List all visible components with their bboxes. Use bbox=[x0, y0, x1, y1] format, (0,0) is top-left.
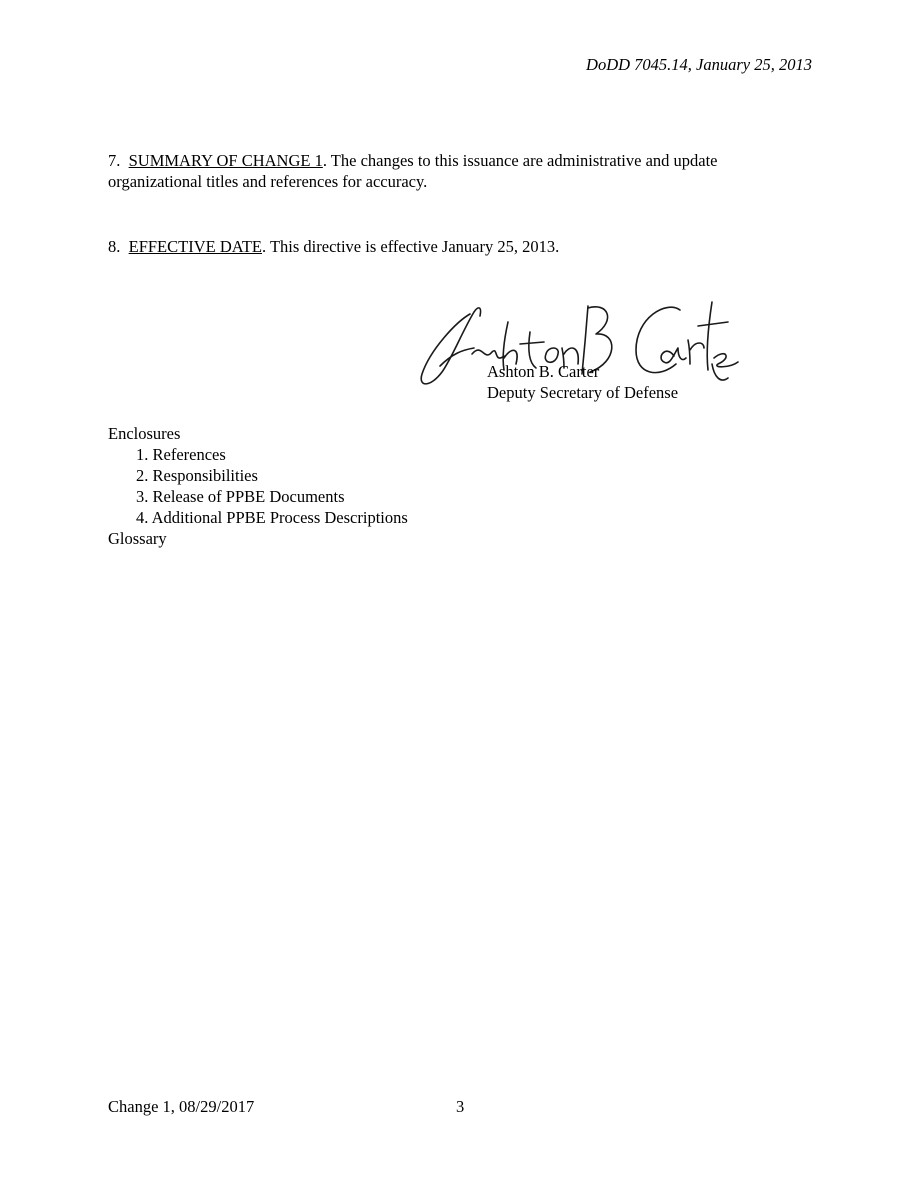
enclosure-item: 3. Release of PPBE Documents bbox=[136, 487, 345, 506]
enclosures-block bbox=[108, 423, 408, 549]
section-7-text: . The changes to this issuance are administrative and update organizational titles and references for accuracy. bbox=[108, 151, 718, 191]
signer-title: Deputy Secretary of Defense bbox=[487, 383, 679, 402]
footer-change: Change 1, 08/29/2017 bbox=[108, 1097, 255, 1116]
section-8-heading: EFFECTIVE DATE bbox=[128, 237, 262, 256]
enclosure-item: 4. Additional PPBE Process Descriptions bbox=[136, 508, 408, 527]
section-8-number: 8. bbox=[108, 237, 121, 256]
section-7-number: 7. bbox=[108, 151, 121, 170]
signature-block bbox=[487, 361, 678, 403]
section-7-heading: SUMMARY OF CHANGE 1 bbox=[128, 151, 323, 170]
running-header: DoDD 7045.14, January 25, 2013 bbox=[586, 55, 812, 74]
enclosure-item: 1. References bbox=[136, 445, 226, 464]
glossary-label: Glossary bbox=[108, 529, 167, 548]
section-7-paragraph bbox=[108, 150, 808, 192]
section-8-text: . This directive is effective January 25, 2013. bbox=[262, 237, 560, 256]
signer-name: Ashton B. Carter bbox=[487, 362, 600, 381]
section-8-paragraph bbox=[108, 236, 808, 257]
enclosures-heading: Enclosures bbox=[108, 424, 181, 443]
enclosures-list bbox=[108, 444, 408, 528]
enclosure-item: 2. Responsibilities bbox=[136, 466, 258, 485]
page-number: 3 bbox=[456, 1097, 465, 1116]
